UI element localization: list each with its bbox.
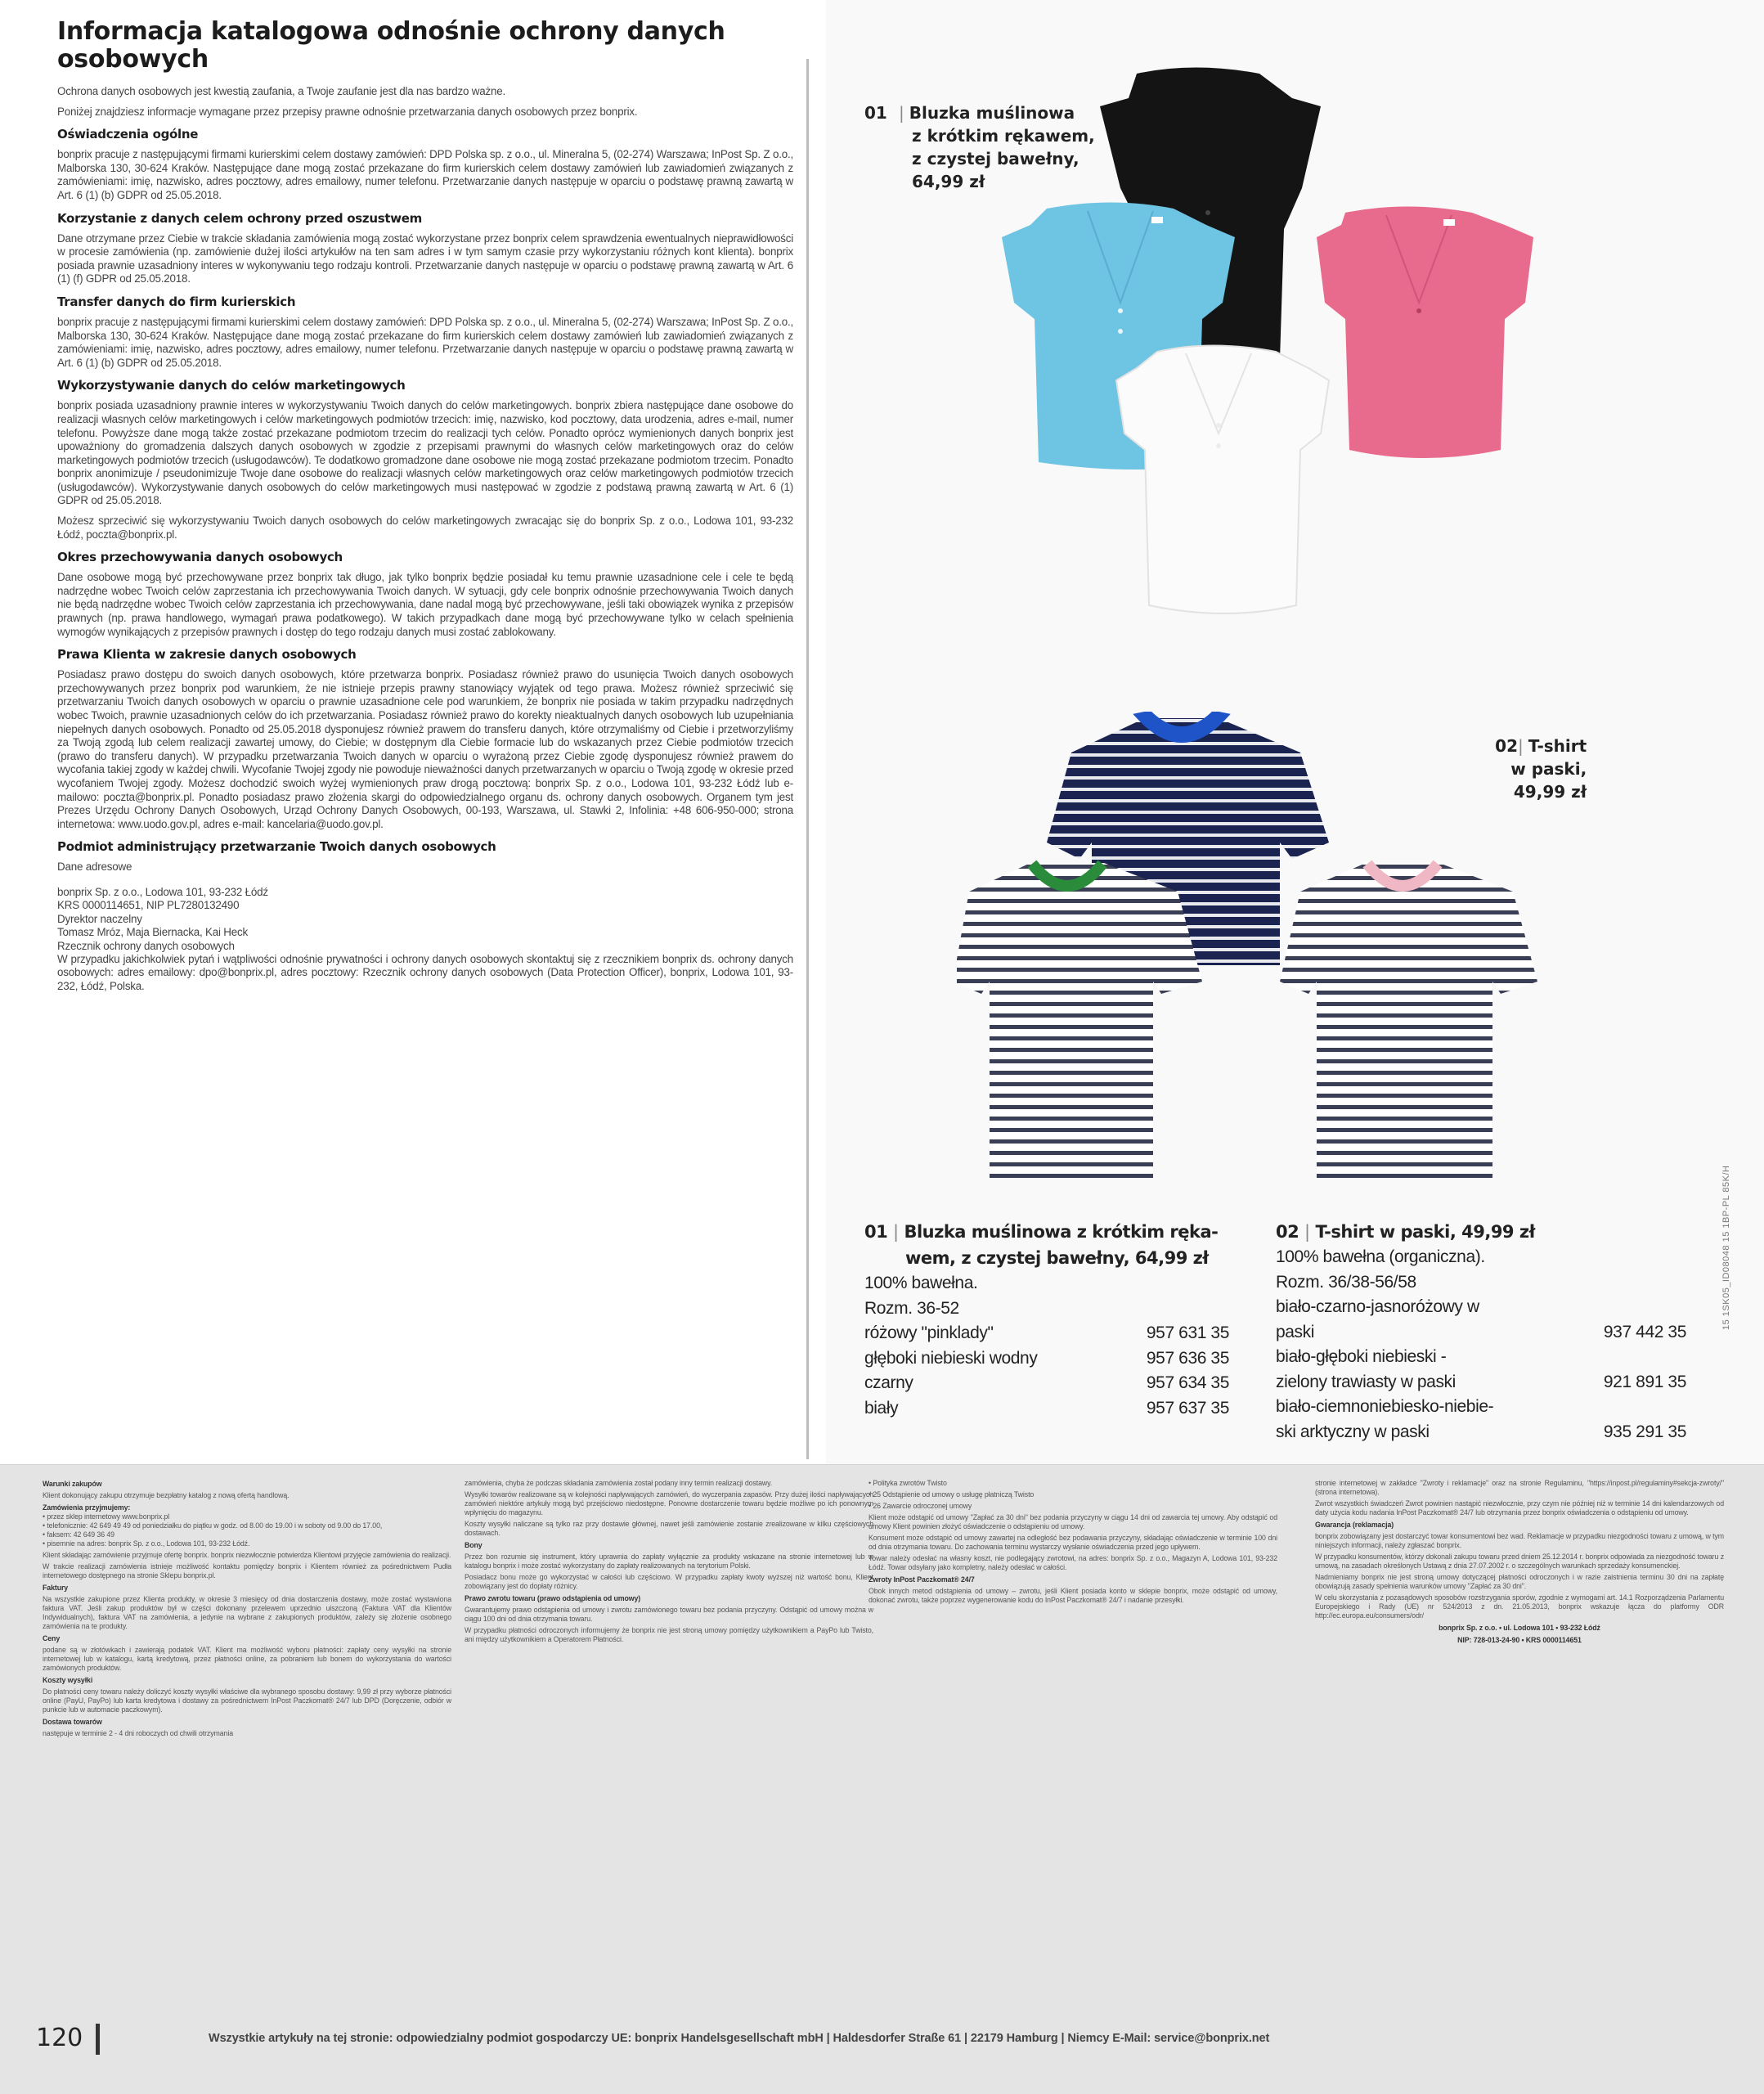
terms-text: • 25 Odstąpienie od umowy o usługę płatniczą Twisto [869,1490,1035,1499]
section-heading: Wykorzystywanie danych do celów marketingowych [57,378,406,393]
terms-heading: Warunki zakupów [43,1480,102,1488]
terms-heading: Ceny [43,1634,61,1642]
terms-heading: Gwarancja (reklamacja) [1315,1521,1394,1529]
terms-heading: Dostawa towarów [43,1718,102,1726]
product-number: 01 [864,103,887,123]
blouse-product-image[interactable] [998,65,1627,671]
terms-text: • Polityka zwrotów Twisto [869,1479,947,1487]
variant-color: biało-głęboki niebieski - [1276,1347,1447,1366]
company-registration: NIP: 728-013-24-90 • KRS 0000114651 [1457,1636,1582,1644]
product-01-label: 01 | Bluzka muślinowa z krótkim rękawem, z czystej bawełny, 64,99 zł [864,103,1095,191]
terms-heading: Faktury [43,1584,69,1592]
section-body: Posiadasz prawo dostępu do swoich danych osobowych, które przetwarza bonprix. Posiadasz również prawo do usunięcia Twoich danych osobowych przechowywanych przez bonprix pod warunkiem, że nie istnieje przepis prawny stanowiący wyjątek od tego prawa. Możesz również sprzeciwić się przetwarzaniu Twoich danych osobowych w oparciu o prawnie uzasadnione cele pod warunkiem, że bonprix nie posiada w takim przypadku nadrzędnych wobec Twoich, prawnie uzasadnionych celów do ich przetwarzania. Posiadasz również prawo do korekty nieaktualnych danych osobowych lub uzupełniania niepełnych danych osobowych. Ponadto od 25.05.2018 dysponujesz również prawem do transferu danych, które otrzymaliśmy od Ciebie i przetworzyliśmy za Twoją zgodą lub celem realizacji zawartej umowy, do Ciebie; w dostępnym dla Ciebie formacie lub do wskazanych przez Ciebie podmiotów trzecich (prawo do transferu danych). W przypadku przetwarzania Twoich danych w oparciu o wyrażoną przez Ciebie zgodę dysponujesz również prawem do wycofania takiej zgody w każdej chwili. Wycofanie Twojej zgody nie powoduje nieważności danych przetwarzanych w oparciu o Twoją zgodę w okresie przed wycofaniem Twojej zgody. Możesz dochodzić swoich wyżej wymienionych praw drogą pocztową: bonprix Sp. z o.o., Lodowa 101, 93-232 Łódź lub e-mailowo: poczta@bonprix.pl. Ponadto posiadasz prawo złożenia skargi do odpowiedzialnego organu ds. ochrony danych osobowych. Organem tym jest Prezes Urzędu Ochrony Danych Osobowych, Urząd Ochrony Danych Osobowych, 00-193, Warszawa, ul. Stawki 2, Infolinia: +48 606-950-000; strona internetowa: www.uodo.gov.pl, adres e-mail: kancelaria@uodo.gov.pl. [57,668,793,830]
terms-text: • 26 Zawarcie odroczonej umowy [869,1502,972,1510]
terms-heading: Bony [465,1541,483,1549]
variant-row[interactable] [864,1346,1229,1372]
variant-color: paski [1276,1322,1315,1341]
variant-row[interactable] [1276,1420,1686,1445]
terms-heading: Prawo zwrotu towaru (prawo odstąpienia od umowy) [465,1594,641,1602]
terms-text: Wysyłki towarów realizowane są w kolejności napływających zamówień, do wyczerpania zapasów. Przy dużej ilości napływających zamówień niektóre artykuły mogą być przejściowo niedostępne. Ponowne dostarczenie towaru będzie możliwe po ich ponownym wpłynięciu do magazynu. [465,1490,873,1517]
legal-line: Wszystkie artykuły na tej stronie: odpowiedzialny podmiot gospodarczy UE: bonprix Handelsgesellschaft mbH | Haldesdorfer Straße 61 | 22179 Hamburg | Niemcy E-Mail: service@bonprix.net [209,2032,1270,2045]
order-code: 957 637 35 [1146,1398,1229,1418]
catalog-code: 15 1SK05_ID08048 15 1BP-PL 85K/H [1721,1165,1731,1330]
terms-text: Towar należy odesłać na własny koszt, nie podlegający zwrotowi, na adres: bonprix Sp. z o.o., Magazyn A, Lodowa 101, 93-232 Łódź. Towar odsyłany jako kompletny, należy odesłać w całości. [869,1554,1277,1571]
company-address: bonprix Sp. z o.o. • ul. Lodowa 101 • 93-232 Łódź [1439,1624,1600,1632]
terms-text: Klient składając zamówienie przyjmuje ofertę bonprix. bonprix niezwłocznie potwierdza Klientowi przyjęcie zamówienia do realizacji. [43,1551,451,1559]
terms-column-4 [1315,1476,1724,1645]
product-number: 02 [1495,736,1518,756]
order-code: 957 636 35 [1146,1348,1229,1368]
variant-row[interactable] [864,1321,1229,1346]
variant-color: biały [864,1398,899,1418]
terms-text: Klient może odstąpić od umowy "Zapłać za 30 dni" bez podania przyczyny w ciągu 14 dni od zawarcia tej umowy. Aby odstąpić od umowy Klient powinien złożyć oświadczenie o odstąpieniu od umowy. [869,1513,1277,1530]
address-line: Dyrektor naczelny [57,912,142,925]
section-heading: Okres przechowywania danych osobowych [57,550,343,565]
terms-text: Posiadacz bonu może go wykorzystać w całości lub częściowo. W przypadku zapłaty kwoty wyższej niż wartość bonu, Klient zobowiązany jest do dopłaty różnicy. [465,1573,873,1590]
address-line: Rzecznik ochrony danych osobowych [57,939,235,952]
privacy-info-column [0,0,826,1464]
product-02-details [1276,1219,1686,1445]
product-02-title: 02 | T-shirt w paski, 49,99 zł [1276,1222,1535,1242]
page-number: 120 [36,2024,83,2052]
terms-text: Konsument może odstąpić od umowy zawartej na odległość bez podawania przyczyny, składając oświadczenie w terminie 100 dni od dnia otrzymania towaru. Do zachowania terminu wystarczy wysłanie oświadczenia przed jego upływem. [869,1534,1277,1551]
intro-text-2: Poniżej znajdziesz informacje wymagane przez przepisy prawne odnośnie przetwarzania danych osobowych przez bonprix. [57,105,638,118]
page-title: Informacja katalogowa odnośnie ochrony danych osobowych [57,17,725,74]
terms-text: Gwarantujemy prawo odstąpienia od umowy i zwrotu zamówionego towaru bez podania przyczyny. Odstąpić od umowy można w ciągu 100 dni od dnia otrzymania towaru. [465,1606,873,1623]
intro-text: Ochrona danych osobowych jest kwestią zaufania, a Twoje zaufanie jest dla nas bardzo ważne. [57,85,506,97]
terms-text: W trakcie realizacji zamówienia istnieje możliwość kontaktu pomiędzy bonprix i Klientem również za pośrednictwem Pudła internetowego dostępnego na stronie Sklepu bonprix.pl. [43,1562,451,1579]
label-line: T-shirt [1528,736,1587,756]
section-body: Dane adresowe [57,861,132,874]
order-code: 957 634 35 [1146,1373,1229,1392]
variant-color: głęboki niebieski wodny [864,1348,1038,1368]
terms-text: bonprix zobowiązany jest dostarczyć towar konsumentowi bez wad. Reklamacje w przypadku niezgodności towaru z umową, w tym niniejszych informacji, należy zgłaszać bonprix. [1315,1532,1724,1549]
terms-text: Nadmieniamy bonprix nie jest stroną umowy dotyczącej płatności odroczonych i w razie zaistnienia terminu 30 dni na zapłatę obowiązują zasady spełnienia warunków umowy "Zapłać za 30 dni". [1315,1573,1724,1590]
variant-color: biało-ciemnoniebiesko-niebie- [1276,1397,1494,1416]
terms-text: Zwrot wszystkich świadczeń Zwrot powinien nastąpić niezwłocznie, przy czym nie później niż w terminie 14 dni kalendarzowych od daty użycia kodu nadania InPost Paczkomat® 24/7 lub otrzymania przez bonprix oświadczenia o odstąpieniu od umowy. [1315,1499,1724,1517]
product-01-details [864,1219,1229,1421]
variant-row[interactable] [864,1371,1229,1396]
section-heading: Korzystanie z danych celem ochrony przed oszustwem [57,210,422,226]
product-01-title: 01 | Bluzka muślinowa z krótkim ręka- wem, z czystej bawełny, 64,99 zł [864,1219,1229,1271]
variant-color: czarny [864,1373,913,1392]
variant-row[interactable] [864,1396,1229,1422]
terms-footer [0,1464,1764,2094]
address-line: KRS 0000114651, NIP PL7280132490 [57,899,240,912]
terms-text: Klient dokonujący zakupu otrzymuje bezpłatny katalog z nową ofertą handlową. [43,1491,290,1499]
label-line: 49,99 zł [1513,782,1587,802]
terms-text: Do płatności ceny towaru należy doliczyć koszty wysyłki właściwe dla wybranego sposobu dostawy: 9,99 zł przy wyborze płatności online (PayU, PayPo) lub karta kredytowa i dostawy za pośrednictwem InPost Paczkomat® 24/7 lub DPD (Doręczenie, odbiór w punkcie lub w automacie paczkowym). [43,1687,451,1714]
section-body: Dane otrzymane przez Ciebie w trakcie składania zamówienia mogą zostać wykorzystane przez bonprix celem sprawdzenia ewentualnych nieprawidłowości w procesie zamówienia (np. zamówienie dużej ilości artykułów na ten sam adres i w tym samym czasie przy wykorzystaniu różnych kont klienta). bonprix posiada prawnie uzasadniony interes w wykonywaniu tego rodzaju kontroli. Przetwarzanie danych następuje w oparciu o podstawę prawną zawartą w Art. 6 (1) (f) GDPR od 25.05.2018. [57,231,793,285]
title-line: Bluzka muślinowa z krótkim ręka- [904,1222,1219,1242]
variant-color: różowy "pinklady" [864,1323,994,1342]
terms-list-item: • pisemnie na adres: bonprix Sp. z o.o., Lodowa 101, 93-232 Łódź. [43,1539,250,1548]
company-address [57,886,793,993]
section-body: Dane osobowe mogą być przechowywane przez bonprix tak długo, jak tylko bonprix będzie posiadał ku temu prawnie uzasadnione cele i cele te będą nadrzędne wobec Twoich celów zaprzestania ich przechowywania Twoich danych. W sytuacji, gdy cele bonprix odnośnie przechowywania Twoich danych nie będą nadrzędne wobec Twoich celów zaprzestania ich przechowywania, dane nadal mogą być przechowywane, jeśli taki obowiązek wynika z przepisów prawnych (np. prawa handlowego, wymagań prawa podatkowego). W takich przypadkach dane mogą być przechowywane tylko w celach spełnienia wymogów wynikających z przepisów prawnych i dostęp do tego rodzaju danych musi zostać zablokowany. [57,571,793,638]
terms-text: Przez bon rozumie się instrument, który uprawnia do zapłaty wyłącznie za produkty wskazane na stronie internetowej lub w katalogu bonprix i może zostać wykorzystany do zapłaty realizowanych na terytorium Polski. [465,1553,873,1570]
page-number-bar [96,2024,100,2055]
order-code: 957 631 35 [1146,1323,1229,1342]
product-02-label: 02| T-shirt w paski, 49,99 zł [1483,735,1587,803]
address-line: bonprix Sp. z o.o., Lodowa 101, 93-232 Łódź [57,885,268,898]
terms-column-1 [43,1476,451,1738]
order-code: 935 291 35 [1603,1422,1686,1441]
terms-text: Obok innych metod odstąpienia od umowy – zwrotu, jeśli Klient posiada konto w sklepie bonprix, może odstąpić od umowy, dokonać zwrotu, także poprzez wygenerowanie kodu do InPost Paczkomat® 24/7 i nadanie przesyłki. [869,1587,1277,1604]
section-body: bonprix pracuje z następującymi firmami kurierskimi celem dostawy zamówień: DPD Polska sp. z o.o., ul. Mineralna 5, (02-274) Warszawa; InPost Sp. Z o.o., Malborska 130, 30-624 Kraków. Następujące dane mogą zostać przekazane do firm kurierskich celem dostawy zamówień lub zawiadomień związanych z zamówieniami: imię, nazwisko, adres pocztowy, adres emailowy, numer telefonu. Przetwarzanie danych następuje w oparciu o podstawę prawną zawartą w Art. 6 (1) (b) GDPR od 25.05.2018. [57,315,793,369]
label-line: z krótkim rękawem, [912,126,1095,146]
column-divider [806,59,809,1459]
dpo-contact: W przypadku jakichkolwiek pytań i wątpliwości odnośnie prywatności i ochrony danych osobowych skontaktuj się z rzecznikiem bonprix ds. ochrony danych osobowych: adres emailowy: dpo@bonprix.pl, adres pocztowy: Rzecznik ochrony danych osobowych (Data Protection Officer), bonprix, Lodowa 101, 93-232, Łódź, Polska. [57,952,793,992]
section-body: bonprix pracuje z następującymi firmami kurierskimi celem dostawy zamówień: DPD Polska sp. z o.o., ul. Mineralna 5, (02-274) Warszawa; InPost Sp. Z o.o., Malborska 130, 30-624 Kraków. Następujące dane mogą zostać przekazane do firm kurierskich celem dostawy zamówień lub zawiadomień związanych z zamówieniami: imię, nazwisko, adres pocztowy, adres emailowy, numer telefonu. Przetwarzanie danych następuje w oparciu o podstawę prawną zawartą w Art. 6 (1) (b) GDPR od 25.05.2018. [57,148,793,201]
material: 100% bawełna (organiczna). [1276,1247,1485,1266]
terms-text: stronie internetowej w zakładce "Zwroty i reklamacje" oraz na stronie Regulaminu, "https://inpost.pl/regulaminy#sekcja-zwroty/" (strona internetowa). [1315,1479,1724,1496]
sizes: Rozm. 36/38-56/58 [1276,1272,1416,1292]
terms-text: Koszty wysyłki naliczane są tylko raz przy dostawie głównej, nawet jeśli zamówienie zostanie zrealizowane w kilku częściowych dostawach. [465,1520,873,1537]
terms-text: W przypadku płatności odroczonych informujemy że bonprix nie jest stroną umowy pomiędzy użytkownikiem a PayPo lub Twisto, ani między użytkownikiem a Operatorem Płatności. [465,1626,873,1643]
variant-color: ski arktyczny w paski [1276,1422,1430,1441]
material: 100% bawełna. [864,1274,978,1292]
product-number: 01 [864,1222,888,1242]
terms-list-item: • telefonicznie: 42 649 49 49 od poniedziałku do piątku w godz. od 8.00 do 19.00 i w soboty od 9.00 do 17.00, [43,1521,383,1530]
variant-color: biało-czarno-jasnoróżowy w [1276,1297,1479,1316]
order-code: 937 442 35 [1603,1322,1686,1341]
product-area [826,0,1764,1464]
terms-text: zamówienia, chyba że podczas składania zamówienia został podany inny termin realizacji dostawy. [465,1479,773,1487]
terms-text: W przypadku konsumentów, którzy dokonali zakupu towaru przed dniem 25.12.2014 r. bonprix odpowiada za niezgodność towaru z umową, na zasadach określonych Ustawą z dnia 27.07.2002 r. o szczególnych warunkach sprzedaży konsumenckiej. [1315,1553,1724,1570]
label-line: 64,99 zł [912,172,985,191]
terms-text: podane są w złotówkach i zawierają podatek VAT. Klient ma możliwość wyboru płatności: zapłaty ceny wysyłki na stronie internetowej lub w katalogu, kartą kredytową, przez płatności online, za pobraniem lub bonem do wykorzystania do wartości zamówionych produktów. [43,1646,451,1672]
title-line: T-shirt w paski, 49,99 zł [1315,1222,1535,1242]
terms-text: następuje w terminie 2 - 4 dni roboczych od chwili otrzymania [43,1729,233,1737]
terms-heading: Koszty wysyłki [43,1676,93,1684]
product-number: 02 [1276,1222,1299,1242]
title-line: wem, z czystej bawełny, 64,99 zł [905,1248,1209,1268]
variant-row[interactable] [1276,1370,1686,1395]
terms-list-item: • przez sklep internetowy www.bonprix.pl [43,1512,170,1521]
striped-tshirt-product-image[interactable] [957,712,1660,1202]
order-code: 921 891 35 [1603,1372,1686,1391]
terms-text: W celu skorzystania z pozasądowych sposobów rozstrzygania sporów, zgodnie z wymogami art. 14.1 Rozporządzenia Parlamentu Europejskiego i Rady (UE) nr 524/2013 z dn. 21.05.2013, bonprix wskazuje łącza do platformy ODR http://ec.europa.eu/consumers/odr/ [1315,1593,1724,1620]
terms-heading: Zwroty InPost Paczkomat® 24/7 [869,1575,975,1584]
section-heading: Podmiot administrujący przetwarzanie Twoich danych osobowych [57,839,496,855]
section-body-2: Możesz sprzeciwić się wykorzystywaniu Twoich danych osobowych do celów marketingowych zwracając się do bonprix Sp. z o.o., Lodowa 101, 93-232 Łódź, poczta@bonprix.pl. [57,515,793,541]
section-heading: Transfer danych do firm kurierskich [57,294,296,309]
terms-text: Na wszystkie zakupione przez Klienta produkty, w okresie 3 miesięcy od dnia dostarczenia dostawy, może zostać wystawiona faktura VAT. Jeśli zakup produktów był w części dokonany przelewem uprzednio uiszczoną (Faktura VAT dla Klientów Indywidualnych), faktura VAT na zamówienia, a jedynie na wybrane z zakupionych produktów, zależy się złożenie osobnego zamówienia na te produkty. [43,1595,451,1630]
section-body: bonprix posiada uzasadniony prawnie interes w wykorzystywaniu Twoich danych do celów marketingowych. bonprix zbiera następujące dane osobowe do realizacji własnych celów marketingowych i celów marketingowych podmiotów trzecich: imię, nazwisko, kod pocztowy, data urodzenia, adres e-mail, numer telefonu. Powyższe dane mogą także zostać przekazane podmiotom trzecim do realizacji tych celów. Ponadto oprócz wymienionych danych bonprix jest upoważniony do gromadzenia dalszych danych osobowych w zgodzie z przepisami prawnymi do własnych celów marketingowych oraz do celów marketingowych podmiotów trzecich (usługodawców). Te dodatkowo gromadzone dane osobowe nie mogą zostać przekazane podmiotom trzecim. Ponadto bonprix anonimizuje / pseudonimizuje Twoje dane osobowe do realizacji własnych celów marketingowych oraz celów marketingowych podmiotów trzecich (usługodawców). Wykorzystywanie danych osobowych do celów marketingowych musi następować w zgodzie z podstawą prawną zawartą w Art. 6 (1) GDPR od 25.05.2018. [57,399,793,507]
sizes: Rozm. 36-52 [864,1298,959,1318]
variant-color: zielony trawiasty w paski [1276,1372,1456,1391]
terms-column-2 [465,1476,873,1644]
terms-column-3 [869,1476,1277,1605]
label-line: w paski, [1510,759,1587,779]
terms-list-item: • faksem: 42 649 36 49 [43,1530,114,1539]
section-heading: Prawa Klienta w zakresie danych osobowych [57,647,357,663]
variant-row[interactable] [1276,1320,1686,1346]
section-heading: Oświadczenia ogólne [57,127,199,142]
terms-heading: Zamówienia przyjmujemy: [43,1503,131,1512]
label-line: z czystej bawełny, [912,149,1079,169]
label-line: Bluzka muślinowa [909,103,1075,123]
address-line: Tomasz Mróz, Maja Biernacka, Kai Heck [57,926,248,939]
